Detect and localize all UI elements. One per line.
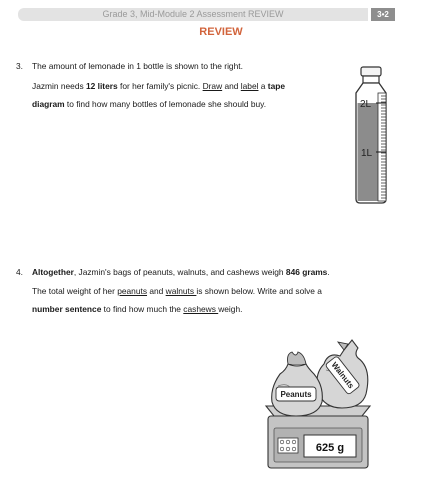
measure-ticks <box>381 96 386 198</box>
review-title: REVIEW <box>199 26 243 38</box>
header-title: Grade 3, Mid-Module 2 Assessment REVIEW <box>102 9 284 19</box>
q4-line-2: The total weight of her peanuts and walnuts is shown below. Write and solve a <box>32 286 322 296</box>
scale-reading: 625 g <box>315 442 345 454</box>
module-badge: 3•2 <box>371 8 395 21</box>
bottle-label-1l: 1L <box>361 148 373 159</box>
walnuts-bag <box>317 340 368 408</box>
peanuts-label: Peanuts <box>280 390 312 399</box>
walnuts-label: Walnuts <box>329 360 356 391</box>
q3-line-3: diagram to find how many bottles of lemonade she should buy. <box>32 99 267 109</box>
bottle-label-2l: 2L <box>360 99 372 110</box>
q3-line-2: Jazmin needs 12 liters for her family's picnic. Draw and label a tape <box>32 81 286 91</box>
q4-line-3: number sentence to find how much the cashews weigh. <box>32 304 243 314</box>
q3-line-1: 3. The amount of lemonade in 1 bottle is shown to the right. <box>16 61 243 71</box>
header-bar <box>18 8 368 21</box>
lemonade-bottle <box>352 66 392 206</box>
bottle-neck <box>363 76 379 83</box>
q4-number: 4. <box>16 267 23 277</box>
q3-number: 3. <box>16 61 23 71</box>
scale-illustration <box>258 334 378 474</box>
q4-line-1: 4. Altogether, Jazmin's bags of peanuts, walnuts, and cashews weigh 846 grams. <box>16 267 330 277</box>
bottle-cap <box>361 67 381 76</box>
peanuts-bag <box>272 352 323 416</box>
